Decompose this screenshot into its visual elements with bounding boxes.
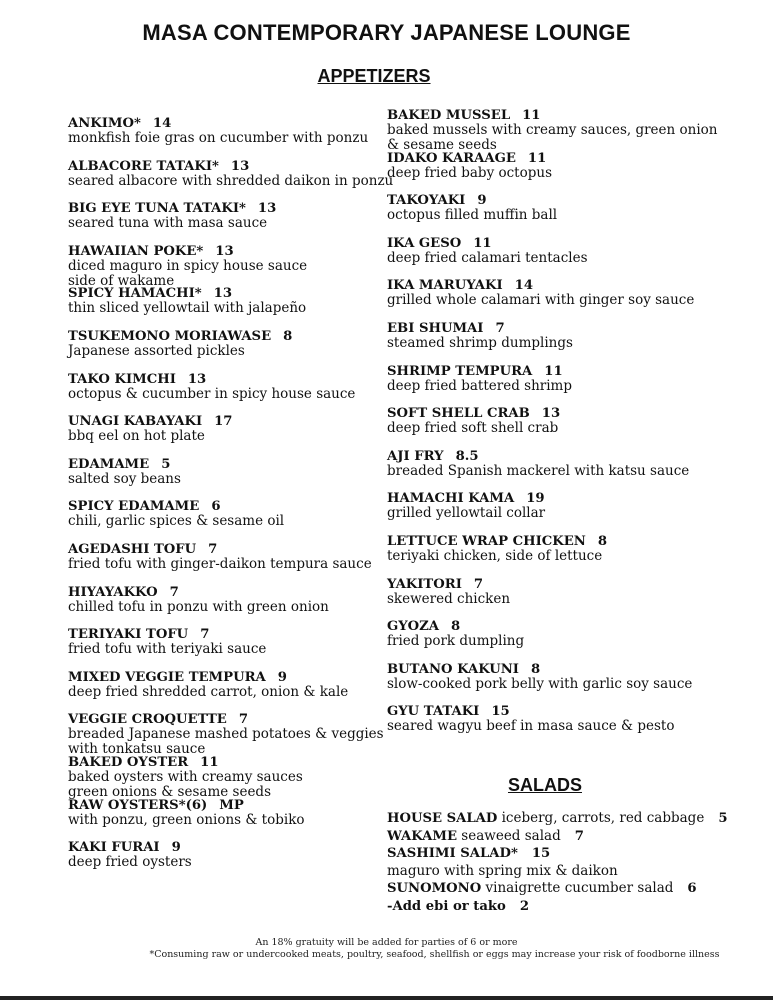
- menu-item-price: 13: [213, 286, 233, 302]
- menu-item: [68, 457, 378, 500]
- salad-line: [387, 880, 757, 898]
- menu-item: [387, 449, 757, 492]
- menu-item-description: diced maguro in spicy house sauce: [68, 257, 308, 274]
- menu-item-title: SPICY EDAMAME: [68, 499, 200, 515]
- menu-item-price: 7: [473, 576, 484, 592]
- menu-item: [387, 619, 757, 662]
- menu-item-title: RAW OYSTERS*(6): [68, 797, 208, 813]
- menu-item-description: steamed shrimp dumplings: [387, 334, 573, 351]
- menu-item-description: baked oysters with creamy sauces: [68, 768, 303, 785]
- menu-item-description: deep fried shredded carrot, onion & kale: [68, 683, 349, 700]
- menu-item: [68, 840, 378, 883]
- menu-item-price: 11: [544, 363, 563, 379]
- menu-item-price: 13: [187, 371, 207, 387]
- menu-item-price: 11: [522, 108, 541, 123]
- menu-item-price: 9: [477, 193, 487, 209]
- menu-item-description: teriyaki chicken, side of lettuce: [387, 547, 603, 564]
- menu-item: [387, 236, 757, 279]
- menu-item-name: [68, 542, 378, 557]
- menu-item-description: seared albacore with shredded daikon in ponzu: [68, 172, 394, 189]
- menu-item-description: monkfish foie gras on cucumber with ponzu: [68, 130, 369, 146]
- menu-item-name: [68, 585, 378, 600]
- menu-item-name: [387, 108, 757, 123]
- menu-item-title: GYU TATAKI: [387, 704, 480, 720]
- salad-description: vinaigrette cucumber salad: [481, 880, 674, 896]
- menu-item-price: MP: [219, 797, 244, 813]
- menu-item-price: 11: [527, 150, 547, 166]
- menu-item: [387, 704, 757, 747]
- menu-item: [68, 755, 378, 798]
- menu-item-price: 19: [526, 491, 545, 507]
- menu-item-name: [68, 840, 378, 855]
- menu-item-price: 7: [238, 712, 248, 728]
- menu-item-price: 7: [169, 584, 179, 600]
- menu-item-title: IDAKO KARAAGE: [387, 150, 516, 166]
- menu-item: [68, 244, 378, 287]
- menu-item-title: BAKED MUSSEL: [387, 108, 511, 123]
- menu-item-description: fried pork dumpling: [387, 633, 525, 650]
- menu-item-title: EDAMAME: [68, 456, 150, 472]
- menu-item-name: [387, 151, 757, 166]
- menu-item: [68, 158, 394, 202]
- menu-item-description: octopus filled muffin ball: [387, 207, 558, 224]
- menu-item-description: seared tuna with masa sauce: [68, 215, 268, 232]
- menu-item: [387, 491, 757, 534]
- menu-item-price: 13: [230, 158, 250, 174]
- menu-item: [68, 329, 378, 372]
- menu-item-title: KAKI FURAI: [68, 840, 160, 856]
- menu-item-title: HAWAIIAN POKE*: [68, 243, 204, 259]
- menu-item: [68, 372, 378, 415]
- menu-item: [68, 712, 384, 758]
- menu-item-description: seared wagyu beef in masa sauce & pesto: [387, 718, 675, 735]
- salad-line: [387, 810, 757, 828]
- menu-item-name: [387, 449, 757, 464]
- menu-item-description: skewered chicken: [387, 590, 511, 607]
- salad-price: 6: [687, 881, 697, 896]
- menu-item-title: HIYAYAKKO: [68, 584, 158, 600]
- menu-item-description: bbq eel on hot plate: [68, 428, 205, 445]
- menu-item-description: fried tofu with ginger-daikon tempura sauce: [68, 555, 372, 572]
- menu-item-description: deep fried soft shell crab: [387, 420, 559, 437]
- menu-item: [387, 577, 757, 620]
- salad-name: -Add ebi or tako: [387, 898, 506, 914]
- appetizers-left-column: [68, 116, 394, 883]
- menu-item-description: thin sliced yellowtail with jalapeño: [68, 300, 307, 317]
- menu-item: [68, 201, 378, 244]
- menu-item-name: [387, 364, 757, 379]
- menu-item-price: 8: [530, 661, 541, 677]
- salad-line: [387, 898, 757, 916]
- menu-item-description: chili, garlic spices & sesame oil: [68, 513, 285, 530]
- menu-item-description: chilled tofu in ponzu with green onion: [68, 598, 329, 615]
- menu-item-name: [387, 662, 757, 677]
- menu-item-name: [387, 534, 757, 549]
- salad-price: 15: [531, 846, 551, 861]
- menu-item-price: 8: [451, 619, 461, 635]
- menu-item: [68, 542, 378, 585]
- menu-item-title: BUTANO KAKUNI: [387, 661, 519, 677]
- menu-item: [387, 364, 757, 407]
- menu-item-description: deep fried baby octopus: [387, 164, 552, 181]
- menu-item-title: HAMACHI KAMA: [387, 491, 515, 507]
- menu-item-price: 6: [211, 499, 221, 515]
- menu-item-name: [68, 755, 378, 770]
- menu-item-title: ANKIMO*: [68, 116, 141, 131]
- menu-item-title: SHRIMP TEMPURA: [387, 363, 533, 379]
- salad-line: [387, 845, 757, 863]
- bottom-border: [0, 996, 773, 1000]
- salad-description: maguro with spring mix & daikon: [387, 862, 618, 879]
- salad-line: [387, 828, 757, 846]
- menu-item-description: octopus & cucumber in spicy house sauce: [68, 385, 356, 402]
- menu-item-description: fried tofu with teriyaki sauce: [68, 641, 267, 658]
- menu-item-title: IKA GESO: [387, 235, 462, 251]
- menu-item-price: 14: [514, 278, 533, 294]
- menu-item-name: [387, 278, 757, 293]
- menu-item-price: 8.5: [455, 448, 479, 464]
- salad-description: iceberg, carrots, red cabbage: [497, 810, 705, 826]
- menu-item-title: TSUKEMONO MORIAWASE: [68, 328, 272, 344]
- salad-line: [387, 863, 757, 881]
- menu-item: [68, 627, 378, 670]
- menu-item-name: [68, 712, 378, 727]
- salads-heading: SALADS: [507, 775, 582, 795]
- menu-item-name: [68, 372, 378, 387]
- menu-item-title: AJI FRY: [387, 448, 444, 464]
- salad-name: WAKAME: [387, 828, 458, 844]
- menu-item-name: [68, 670, 378, 685]
- menu-item-price: 13: [257, 201, 277, 217]
- menu-item-name: [68, 627, 378, 642]
- menu-item-title: EBI SHUMAI: [387, 320, 484, 336]
- menu-item-title: ALBACORE TATAKI*: [68, 158, 219, 174]
- menu-item-title: TAKOYAKI: [387, 193, 466, 209]
- menu-item-price: 13: [215, 243, 234, 259]
- menu-item-name: [68, 414, 378, 429]
- menu-item-price: 8: [597, 533, 608, 549]
- menu-item-description: breaded Spanish mackerel with katsu sauce: [387, 462, 690, 479]
- menu-item: [387, 151, 757, 194]
- menu-item: [68, 798, 378, 841]
- menu-item: [68, 585, 378, 628]
- menu-item-price: 11: [200, 754, 219, 770]
- menu-item-title: LETTUCE WRAP CHICKEN: [387, 533, 586, 549]
- menu-item-title: AGEDASHI TOFU: [68, 541, 197, 557]
- menu-item: [387, 193, 757, 236]
- salad-name: HOUSE SALAD: [387, 811, 498, 826]
- menu-item-name: [387, 406, 757, 421]
- salad-name: SASHIMI SALAD*: [387, 846, 518, 861]
- menu-item: [387, 278, 757, 321]
- menu-item-description: breaded Japanese mashed potatoes & veggies: [68, 726, 384, 743]
- salad-price: 5: [718, 811, 728, 826]
- salad-description: seaweed salad: [457, 827, 561, 844]
- menu-item-description: side of wakame: [68, 272, 175, 289]
- menu-item-description: grilled whole calamari with ginger soy sauce: [387, 292, 695, 309]
- menu-item-description: with tonkatsu sauce: [68, 741, 206, 758]
- menu-item-title: VEGGIE CROQUETTE: [68, 712, 227, 728]
- menu-item-title: YAKITORI: [387, 576, 462, 592]
- menu-item: [387, 534, 757, 577]
- menu-item-name: [68, 286, 378, 301]
- appetizers-heading: APPETIZERS: [317, 66, 431, 86]
- menu-item-description: green onions & sesame seeds: [68, 783, 272, 800]
- menu-item-name: [68, 329, 378, 344]
- salad-price: 7: [574, 828, 584, 844]
- menu-item-name: [68, 499, 378, 514]
- menu-item-name: [68, 798, 378, 813]
- menu-item-title: TERIYAKI TOFU: [68, 627, 189, 643]
- appetizers-right-column: [387, 108, 757, 747]
- menu-item: [387, 662, 757, 705]
- menu-item-name: [68, 159, 378, 174]
- menu-item-title: GYOZA: [387, 619, 440, 635]
- menu-item-title: MIXED VEGGIE TEMPURA: [68, 669, 266, 685]
- menu-item-price: 7: [495, 320, 505, 336]
- menu-item: [387, 108, 757, 151]
- menu-item-name: [387, 491, 757, 506]
- menu-item-name: [68, 201, 378, 216]
- menu-item-price: 9: [171, 840, 181, 856]
- menu-item-description: & sesame seeds: [387, 137, 497, 153]
- menu-item-price: 15: [491, 704, 510, 720]
- menu-item-title: BIG EYE TUNA TATAKI*: [68, 201, 246, 217]
- menu-item-name: [68, 244, 378, 259]
- menu-item-description: grilled yellowtail collar: [387, 505, 546, 522]
- menu-item: [68, 670, 378, 713]
- menu-item-description: deep fried battered shrimp: [387, 377, 572, 394]
- menu-item-price: 7: [208, 541, 218, 557]
- menu-item-name: [387, 193, 757, 208]
- menu-item: [68, 499, 378, 542]
- salads-list: [387, 810, 757, 915]
- salad-name: SUNOMONO: [387, 881, 482, 896]
- menu-item-description: baked mussels with creamy sauces, green onion: [387, 122, 718, 138]
- menu-item-name: [68, 457, 378, 472]
- menu-item-title: UNAGI KABAYAKI: [68, 414, 203, 430]
- menu-item-title: SPICY HAMACHI*: [68, 286, 202, 302]
- menu-item-price: 5: [161, 456, 171, 472]
- menu-item: [68, 286, 378, 329]
- menu-item-price: 13: [541, 406, 561, 422]
- restaurant-title: MASA CONTEMPORARY JAPANESE LOUNGE: [142, 20, 631, 45]
- menu-item-price: 11: [473, 235, 492, 251]
- menu-item-title: BAKED OYSTER: [68, 754, 189, 770]
- menu-item: [387, 406, 757, 449]
- menu-item-title: TAKO KIMCHI: [68, 371, 176, 387]
- menu-item-description: deep fried calamari tentacles: [387, 249, 588, 266]
- menu-item: [68, 116, 378, 159]
- menu-item-name: [387, 236, 757, 251]
- menu-item-name: [387, 704, 757, 719]
- salad-price: 2: [519, 898, 530, 914]
- menu-item: [387, 321, 757, 364]
- menu-item-price: 7: [200, 627, 210, 643]
- menu-item-name: [387, 619, 757, 634]
- food-safety-warning: *Consuming raw or undercooked meats, poultry, seafood, shellfish or eggs may increase your risk of foodborne illness: [149, 949, 720, 960]
- menu-item-title: SOFT SHELL CRAB: [387, 406, 530, 422]
- menu-item-name: [387, 577, 757, 592]
- menu-item-title: IKA MARUYAKI: [387, 278, 503, 294]
- menu-item-name: [387, 321, 757, 336]
- menu-item-price: 17: [214, 414, 233, 430]
- gratuity-note: An 18% gratuity will be added for parties of 6 or more: [255, 937, 518, 948]
- menu-item-description: slow-cooked pork belly with garlic soy sauce: [387, 675, 693, 692]
- menu-item: [68, 414, 378, 457]
- menu-item-name: [68, 116, 378, 131]
- menu-item-price: 8: [283, 328, 293, 344]
- menu-item-price: 9: [277, 669, 287, 685]
- menu-item-description: salted soy beans: [68, 470, 181, 487]
- menu-item-description: with ponzu, green onions & tobiko: [68, 811, 305, 828]
- menu-item-description: Japanese assorted pickles: [68, 342, 245, 359]
- menu-item-price: 14: [152, 116, 172, 131]
- menu-item-description: deep fried oysters: [68, 854, 192, 871]
